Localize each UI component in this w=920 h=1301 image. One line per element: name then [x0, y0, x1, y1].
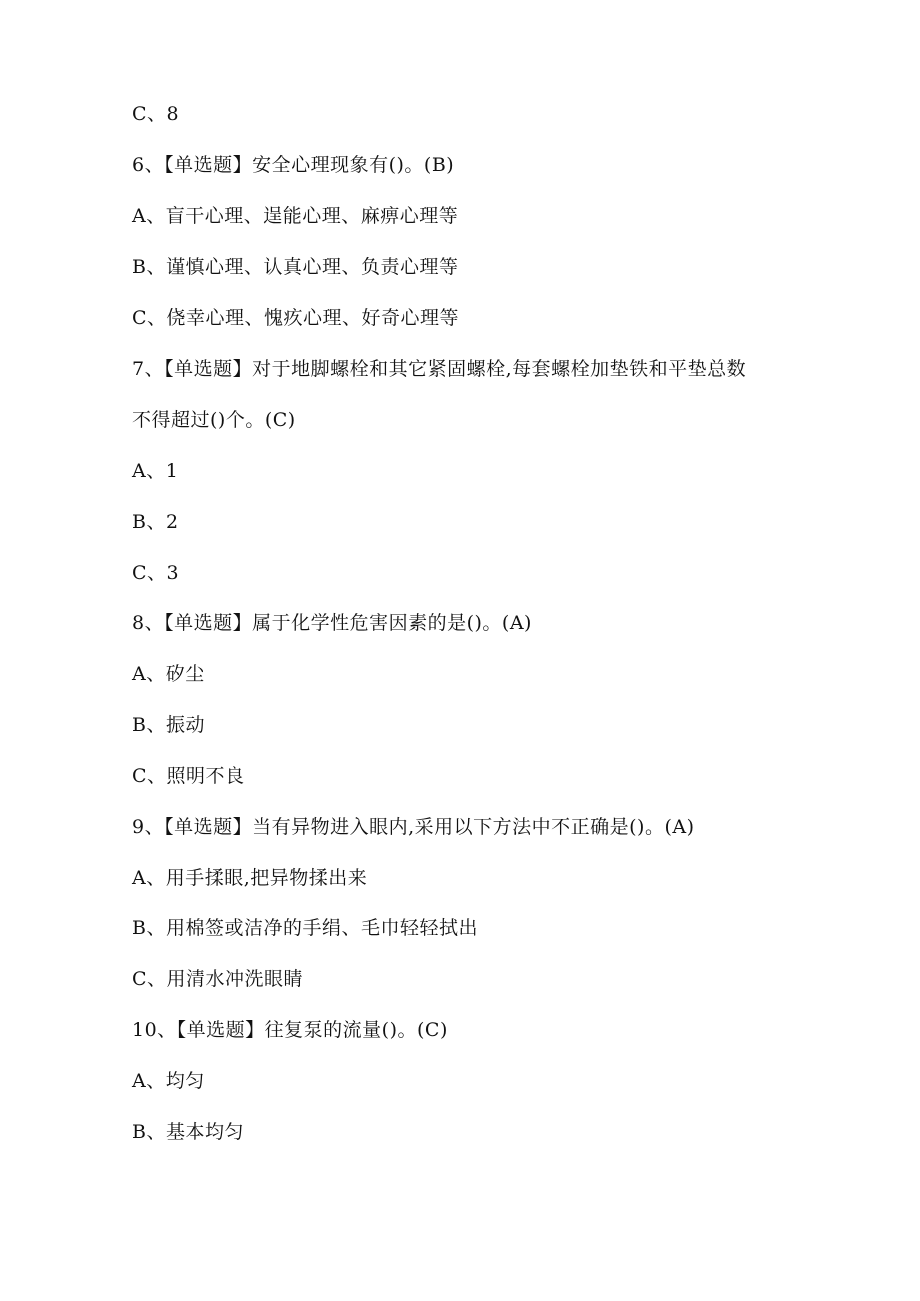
- q10-question: 10、【单选题】往复泵的流量()。(C): [132, 1019, 448, 1041]
- q6-option-b: B、谨慎心理、认真心理、负责心理等: [132, 256, 459, 278]
- q10-option-b: B、基本均匀: [132, 1121, 244, 1143]
- q5-option-c: C、8: [132, 103, 180, 125]
- q9-option-c: C、用清水冲洗眼睛: [132, 968, 304, 990]
- q6-question: 6、【单选题】安全心理现象有()。(B): [132, 154, 455, 176]
- q9-option-a: A、用手揉眼,把异物揉出来: [132, 867, 368, 889]
- q7-question-line1: 7、【单选题】对于地脚螺栓和其它紧固螺栓,每套螺栓加垫铁和平垫总数: [132, 358, 747, 380]
- q6-option-c: C、侥幸心理、愧疚心理、好奇心理等: [132, 307, 460, 329]
- q9-option-b: B、用棉签或洁净的手绢、毛巾轻轻拭出: [132, 917, 478, 939]
- q8-option-c: C、照明不良: [132, 765, 245, 787]
- q9-question: 9、【单选题】当有异物进入眼内,采用以下方法中不正确是()。(A): [132, 816, 695, 838]
- q7-option-c: C、3: [132, 562, 180, 584]
- q7-question-line2: 不得超过()个。(C): [132, 409, 296, 431]
- q8-question: 8、【单选题】属于化学性危害因素的是()。(A): [132, 612, 532, 634]
- q8-option-b: B、振动: [132, 714, 205, 736]
- q6-option-a: A、盲干心理、逞能心理、麻痹心理等: [132, 205, 459, 227]
- q7-option-a: A、1: [132, 460, 179, 482]
- q8-option-a: A、矽尘: [132, 663, 205, 685]
- q7-option-b: B、2: [132, 511, 179, 533]
- q10-option-a: A、均匀: [132, 1070, 205, 1092]
